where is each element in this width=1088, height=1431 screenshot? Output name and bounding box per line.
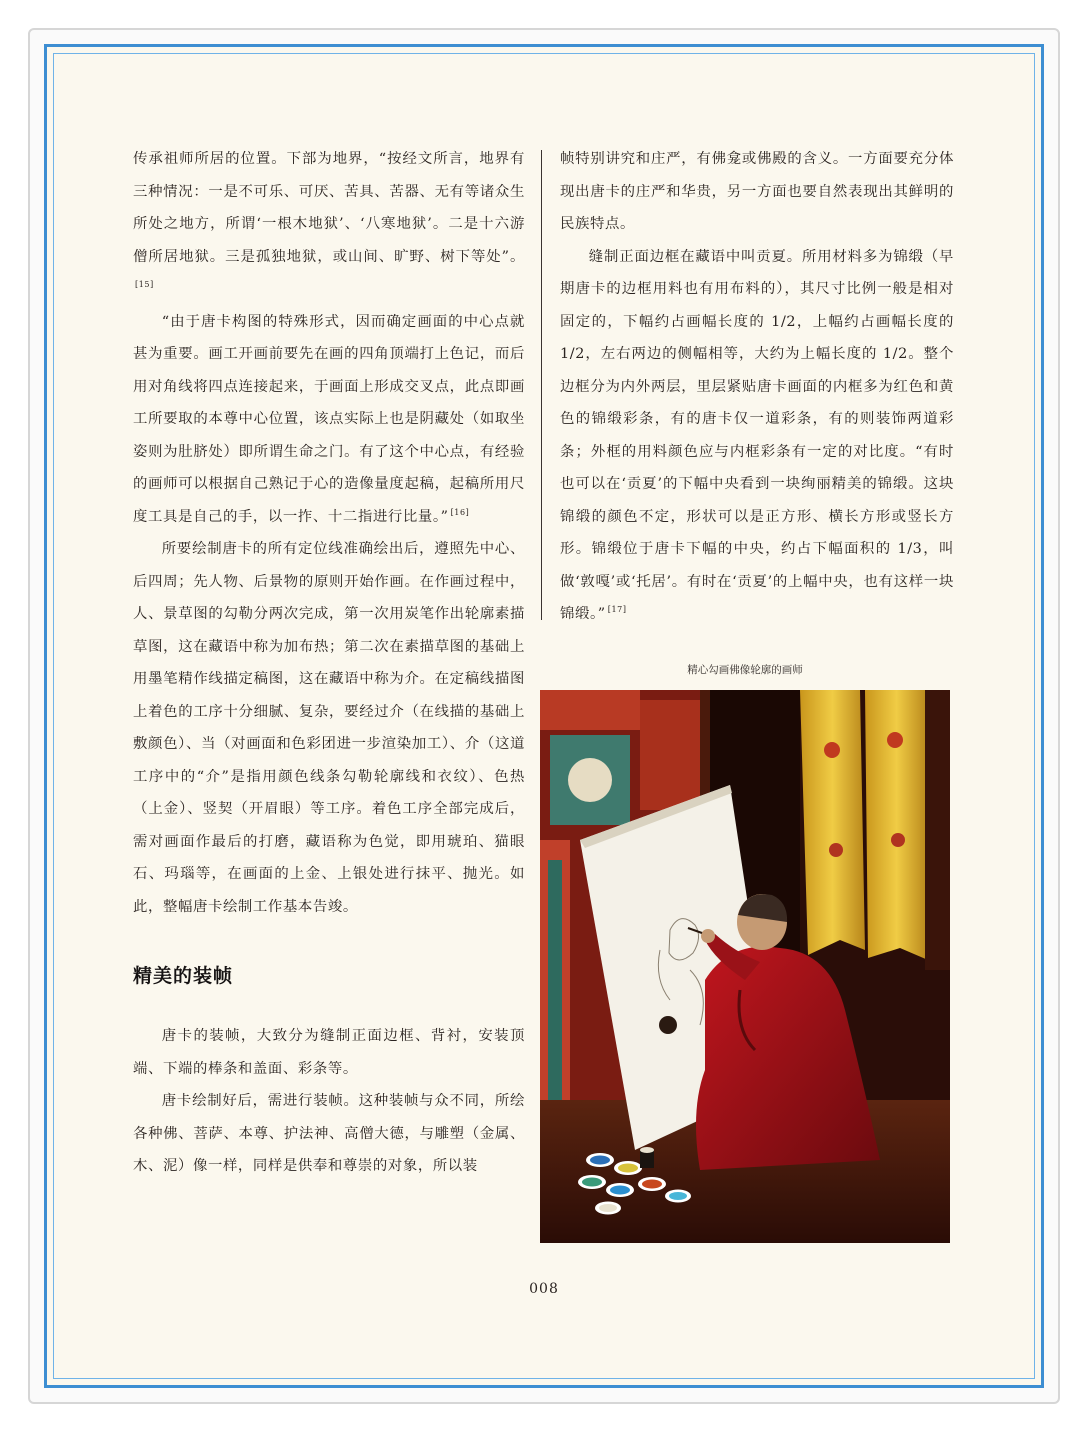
column-divider xyxy=(541,150,542,620)
footnote-ref: [16] xyxy=(450,507,470,517)
paragraph: 唐卡的装帧，大致分为缝制正面边框、背衬，安装顶端、下端的棒条和盖面、彩条等。 xyxy=(133,1028,525,1077)
footnote-ref: [17] xyxy=(607,605,627,615)
figure-caption: 精心勾画佛像轮廓的画师 xyxy=(687,664,803,676)
right-text-column xyxy=(560,143,954,631)
page-number: 008 xyxy=(529,1281,559,1297)
paragraph: 传承祖师所居的位置。下部为地界，“按经文所言，地界有三种情况：一是不可乐、可厌、苦具、苦器、无有等诸众生所处之地方，所谓‘一根木地狱’、‘八寒地狱’。二是十六游僧所居地狱。三是孤独地狱，或山间、旷野、树下等处”。[15] xyxy=(133,151,525,290)
section-heading: 精美的装帧 xyxy=(133,965,234,987)
painter-photo xyxy=(540,690,950,1243)
paragraph: 缝制正面边框在藏语中叫贡夏。所用材料多为锦缎（早期唐卡的边框用料也有用布料的），其尺寸比例一般是相对固定的，下幅约占画幅长度的 1/2，上幅约占画幅长度的 1/2，左右两边的侧幅相等，大约为上幅长度的 1/2。整个边框分为内外两层，里层紧贴唐卡画面的内框多为红色和黄色的锦缎彩条，有的唐卡仅一道彩条，有的则装饰两道彩条；外框的用料颜色应与内框彩条有一定的对比度。“有时也可以在‘贡夏’的下幅中央看到一块绚丽精美的锦缎。这块锦缎的颜色不定，形状可以是正方形、横长方形或竖长方形。锦缎位于唐卡下幅的中央，约占下幅面积的 1/3，叫做‘敦嘎’或‘托居’。有时在‘贡夏’的上幅中央，也有这样一块锦缎。” [17] xyxy=(560,248,954,622)
left-text-column xyxy=(133,143,525,1183)
paragraph: “由于唐卡构图的特殊形式，因而确定画面的中心点就甚为重要。画工开画前要先在画的四角顶端打上色记，而后用对角线将四点连接起来，于画面上形成交叉点，此点即画工所要取的本尊中心位置，该点实际上也是阴藏处（如取坐姿则为肚脐处）即所谓生命之门。有了这个中心点，有经验的画师可以根据自己熟记于心的造像量度起稿，起稿所用尺度工具是自己的手，以一拃、十二指进行比量。” [16] xyxy=(133,313,525,525)
paragraph: 所要绘制唐卡的所有定位线准确绘出后，遵照先中心、后四周；先人物、后景物的原则开始作画。在作画过程中，人、景草图的勾勒分两次完成，第一次用炭笔作出轮廓素描草图，这在藏语中称为加布热；第二次在素描草图的基础上用墨笔精作线描定稿图，这在藏语中称为介。在定稿线描图上着色的工序十分细腻、复杂，要经过介（在线描的基础上敷颜色）、当（对画面和色彩团进一步渲染加工）、介（这道工序中的“介”是指用颜色线条勾勒轮廓线和衣纹）、色热（上金）、竖契（开眉眼）等工序。着色工序全部完成后，需对画面作最后的打磨，藏语称为色觉，即用琥珀、猫眼石、玛瑙等，在画面的上金、上银处进行抹平、抛光。如此，整幅唐卡绘制工作基本告竣。 xyxy=(133,541,525,915)
footnote-ref: [15] xyxy=(135,280,154,290)
paragraph: 帧特别讲究和庄严，有佛龛或佛殿的含义。一方面要充分体现出唐卡的庄严和华贵，另一方面也要自然表现出其鲜明的民族特点。 xyxy=(560,151,954,232)
paragraph: 唐卡绘制好后，需进行装帧。这种装帧与众不同，所绘各种佛、菩萨、本尊、护法神、高僧大德，与雕塑（金属、木、泥）像一样，同样是供奉和尊崇的对象，所以装 xyxy=(133,1093,525,1174)
